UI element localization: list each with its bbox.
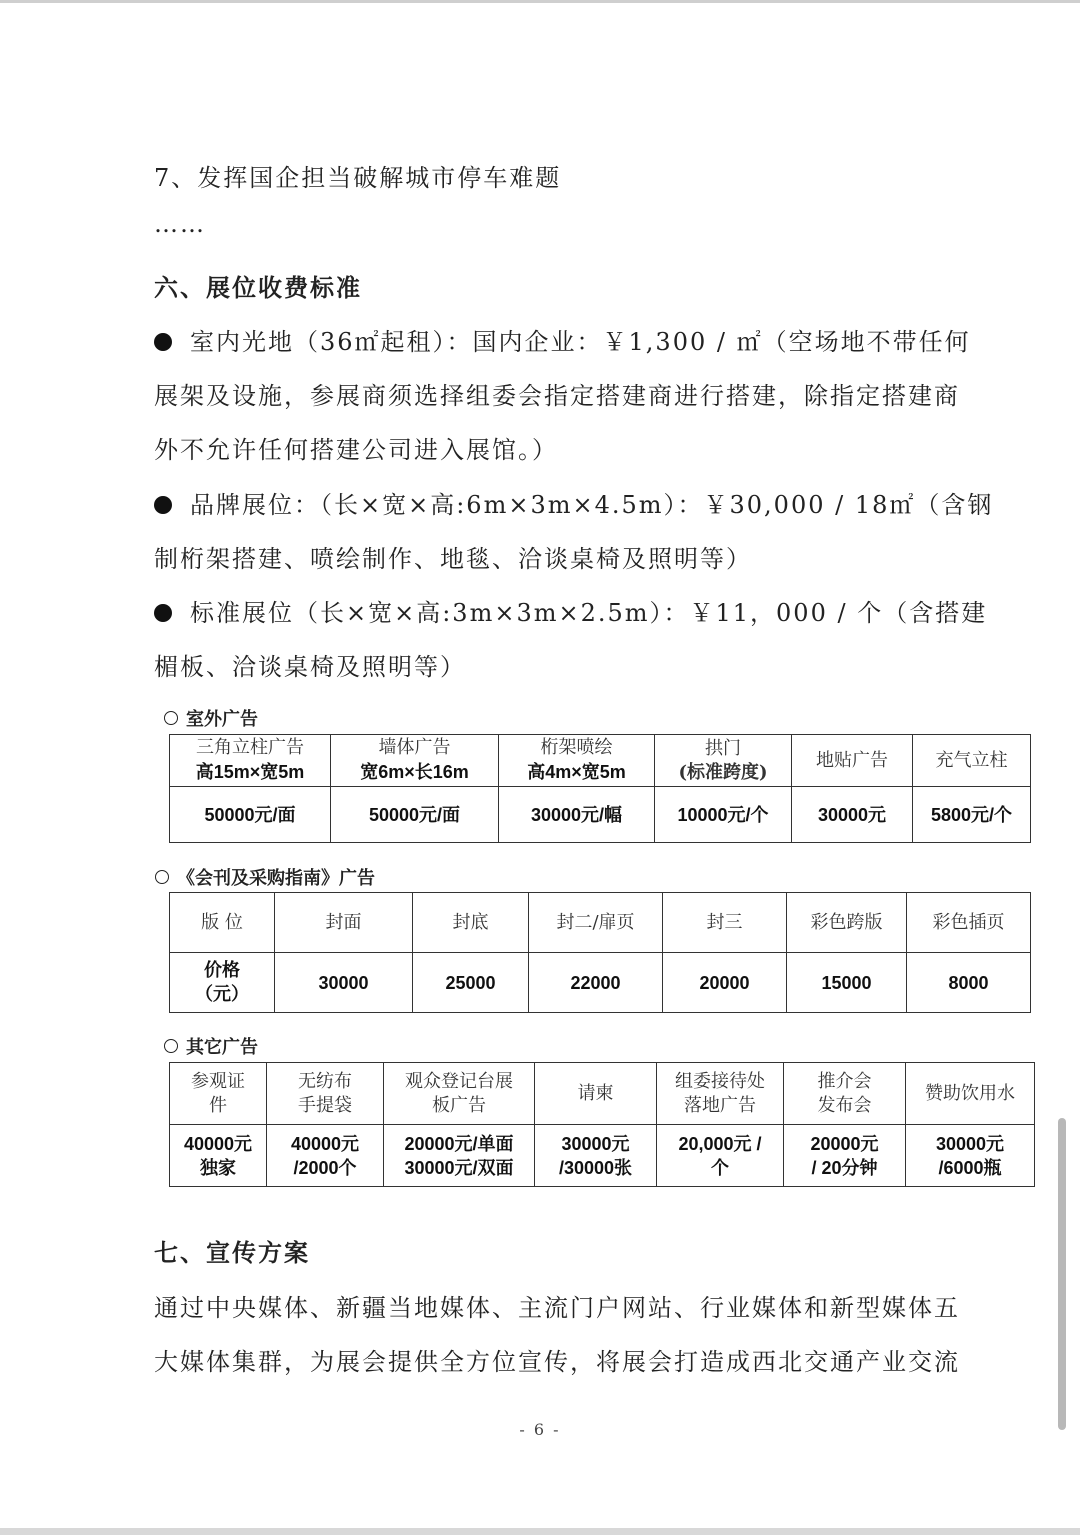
price-cell: 30000元 /6000瓶 (906, 1125, 1035, 1187)
bullet-icon (154, 604, 172, 622)
header-cell: 请柬 (535, 1063, 657, 1125)
price-cell: 8000 (907, 953, 1031, 1013)
bullet-icon (154, 496, 172, 514)
header-cell: 墙体广告 宽6m×长16m (331, 735, 499, 787)
header-cell: 参观证 件 (170, 1063, 267, 1125)
price-cell: 40000元 /2000个 (267, 1125, 384, 1187)
price-cell: 20000元 / 20分钟 (784, 1125, 906, 1187)
price-cell: 30000 (275, 953, 413, 1013)
header-cell: 封二/扉页 (529, 893, 663, 953)
price-cell: 40000元 独家 (170, 1125, 267, 1187)
bullet1-line2: 展架及设施，参展商须选择组委会指定搭建商进行搭建，除指定搭建商 (154, 382, 960, 410)
section7-title: 七、宣传方案 (154, 1238, 310, 1267)
bullet3-line1: 标准展位（长×宽×高:3m×3m×2.5m）：￥11，000 / 个（含搭建 (154, 593, 954, 628)
bullet3-line2: 楣板、洽谈桌椅及照明等） (154, 653, 466, 681)
price-cell: 50000元/面 (170, 787, 331, 843)
circle-icon (155, 870, 169, 884)
page-number: - 6 - (519, 1420, 561, 1439)
ellipsis: …… (154, 210, 206, 238)
bullet1-line1: 室内光地（36㎡起租）：国内企业：￥1,300 / ㎡（空场地不带任何 (154, 322, 954, 357)
price-cell: 22000 (529, 953, 663, 1013)
journal-ad-table (169, 892, 1031, 1013)
other-ad-table (169, 1062, 1035, 1187)
header-cell: 版 位 (170, 893, 275, 953)
header-cell: 三角立柱广告 高15m×宽5m (170, 735, 331, 787)
outdoor-ad-table (169, 734, 1031, 843)
section7-line2: 大媒体集群，为展会提供全方位宣传，将展会打造成西北交通产业交流 (154, 1348, 960, 1376)
price-cell: 15000 (787, 953, 907, 1013)
price-cell: 30000元/幅 (499, 787, 655, 843)
header-cell: 无纺布 手提袋 (267, 1063, 384, 1125)
bullet2-line2: 制桁架搭建、喷绘制作、地毯、洽谈桌椅及照明等） (154, 545, 752, 573)
header-cell: 观众登记台展 板广告 (384, 1063, 535, 1125)
bullet2-line1: 品牌展位：（长×宽×高:6m×3m×4.5m）：￥30,000 / 18㎡（含钢 (154, 485, 954, 520)
price-cell: 20,000元 / 个 (657, 1125, 784, 1187)
outdoor-caption: 室外广告 (164, 705, 258, 731)
price-cell: 20000 (663, 953, 787, 1013)
price-cell: 30000元 /30000张 (535, 1125, 657, 1187)
header-cell: 充气立柱 (913, 735, 1031, 787)
header-cell: 桁架喷绘 高4m×宽5m (499, 735, 655, 787)
header-cell: 彩色插页 (907, 893, 1031, 953)
price-cell: 30000元 (792, 787, 913, 843)
item-7: 7、发挥国企担当破解城市停车难题 (154, 164, 562, 192)
bottom-border (0, 1528, 1080, 1535)
header-cell: 地贴广告 (792, 735, 913, 787)
header-cell: 封面 (275, 893, 413, 953)
top-border (0, 0, 1080, 3)
header-cell: 推介会 发布会 (784, 1063, 906, 1125)
price-cell: 50000元/面 (331, 787, 499, 843)
bullet1-line3: 外不允许任何搭建公司进入展馆。） (154, 436, 558, 464)
circle-icon (164, 711, 178, 725)
price-cell: 10000元/个 (655, 787, 792, 843)
price-cell: 20000元/单面 30000元/双面 (384, 1125, 535, 1187)
header-cell: 彩色跨版 (787, 893, 907, 953)
scrollbar[interactable] (1058, 1118, 1066, 1430)
section6-title: 六、展位收费标准 (154, 273, 362, 302)
price-label-cell: 价格 （元） (170, 953, 275, 1013)
header-cell: 拱门 (标准跨度) (655, 735, 792, 787)
other-caption: 其它广告 (164, 1033, 258, 1059)
header-cell: 组委接待处 落地广告 (657, 1063, 784, 1125)
header-cell: 封底 (413, 893, 529, 953)
bullet-icon (154, 333, 172, 351)
circle-icon (164, 1039, 178, 1053)
price-cell: 5800元/个 (913, 787, 1031, 843)
section7-line1: 通过中央媒体、新疆当地媒体、主流门户网站、行业媒体和新型媒体五 (154, 1294, 960, 1322)
header-cell: 赞助饮用水 (906, 1063, 1035, 1125)
journal-caption: 《会刊及采购指南》广告 (155, 864, 375, 890)
header-cell: 封三 (663, 893, 787, 953)
price-cell: 25000 (413, 953, 529, 1013)
